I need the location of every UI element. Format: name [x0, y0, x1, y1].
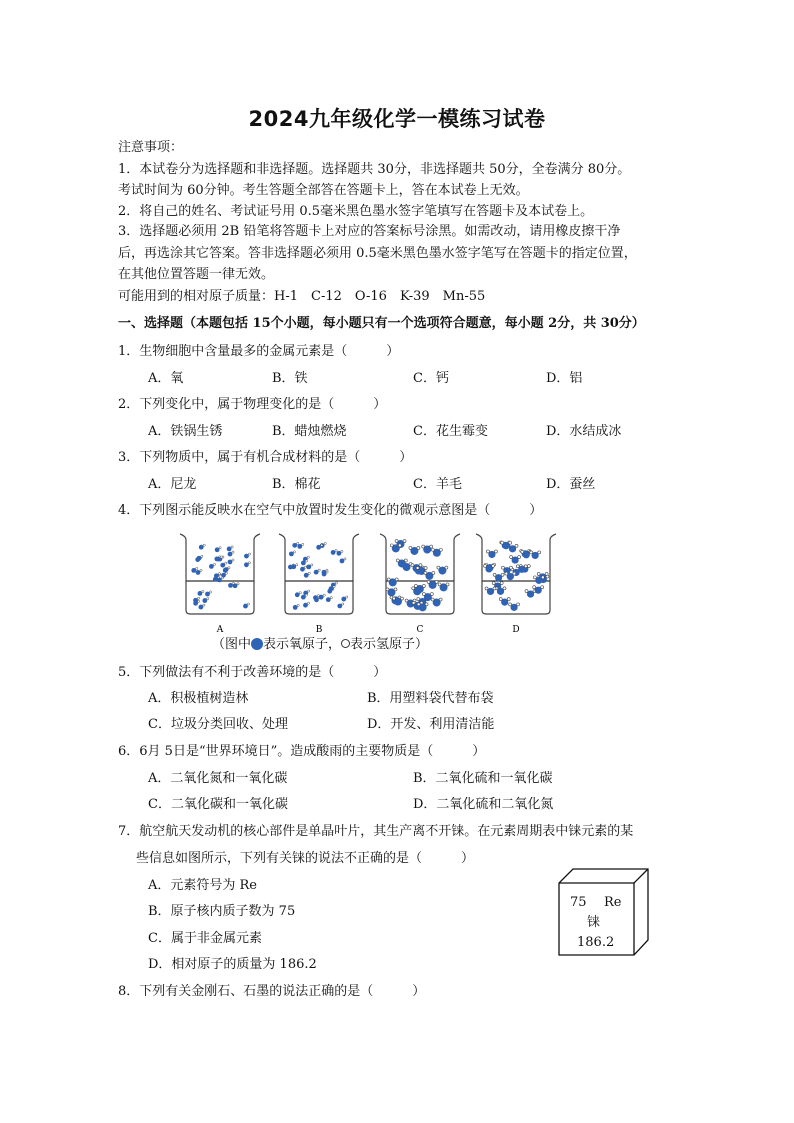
hydrogen-atom — [335, 582, 337, 584]
oxygen-atom — [199, 545, 204, 550]
q7-stem-line-1: 7．航空航天发动机的核心部件是单晶叶片，其生产离不开铼。在元素周期表中铼元素的某 — [118, 824, 634, 839]
q4-caption-hydrogen: 表示氢原子） — [350, 637, 429, 652]
oxygen-atom — [227, 547, 232, 552]
element-symbol: Re — [604, 895, 622, 910]
notes-line-6: 在其他位置答题一律无效。 — [118, 267, 275, 282]
hydrogen-atom — [203, 544, 205, 546]
hydrogen-atom — [424, 566, 427, 569]
q4-caption-oxygen: 表示氧原子， — [263, 637, 342, 652]
oxygen-atom — [202, 598, 207, 603]
hydrogen-atom — [493, 587, 496, 590]
hydrogen-atom — [341, 550, 343, 552]
oxygen-atom — [340, 559, 345, 564]
hydrogen-atom — [326, 571, 328, 573]
q5-option-a: A．积极植树造林 — [148, 691, 249, 706]
oxygen-atom — [326, 597, 331, 602]
hydrogen-atom — [530, 551, 533, 554]
hydrogen-atom — [545, 572, 548, 575]
hydrogen-atom — [218, 573, 220, 575]
hydrogen-atom — [533, 586, 536, 589]
hydrogen-atom — [533, 576, 536, 579]
q3-option-a: A．尼龙 — [148, 477, 197, 492]
hydrogen-atom — [307, 556, 309, 558]
oxygen-atom — [243, 604, 248, 609]
hydrogen-atom — [394, 588, 397, 591]
oxygen-atom — [209, 564, 214, 569]
element-atomic-number: 75 — [570, 895, 587, 910]
q2-option-b: B．蜡烛燃烧 — [272, 424, 347, 439]
hydrogen-atom — [305, 594, 307, 596]
hydrogen-atom — [417, 603, 420, 606]
hydrogen-atom — [228, 567, 230, 569]
oxygen-atom — [220, 563, 225, 568]
q3-option-d: D．蚕丝 — [546, 477, 596, 492]
hydrogen-atom — [396, 559, 399, 562]
q7-option-a: A．元素符号为 Re — [148, 878, 258, 893]
notes-heading: 注意事项： — [118, 140, 184, 155]
hydrogen-atom — [432, 571, 435, 574]
hydrogen-atom — [422, 584, 425, 587]
hydrogen-atom — [400, 597, 403, 600]
oxygen-atom — [215, 547, 220, 552]
hydrogen-atom — [304, 566, 306, 568]
oxygen-atom — [301, 595, 306, 600]
oxygen-atom — [293, 605, 298, 610]
hydrogen-atom-icon — [341, 639, 350, 648]
oxygen-atom — [300, 567, 305, 572]
oxygen-atom — [228, 583, 233, 588]
hydrogen-atom — [541, 576, 544, 579]
hydrogen-atom — [237, 583, 239, 585]
q2-stem: 2．下列变化中，属于物理变化的是（ ） — [118, 397, 387, 412]
notes-line-5: 后，再选涂其它答案。答非选择题必须用 0.5毫米黑色墨水签字笔写在答题卡的指定位置， — [118, 246, 637, 261]
hydrogen-atom — [509, 566, 512, 569]
hydrogen-atom — [387, 578, 390, 581]
hydrogen-atom — [411, 564, 414, 567]
oxygen-atom — [228, 552, 233, 557]
hydrogen-atom — [196, 567, 198, 569]
hydrogen-atom — [198, 600, 200, 602]
hydrogen-atom — [386, 588, 389, 591]
q7-option-d: D．相对原子的质量为 186.2 — [148, 957, 317, 972]
hydrogen-atom — [302, 543, 304, 545]
hydrogen-atom — [318, 569, 320, 571]
q6-option-a: A．二氧化氮和一氧化碳 — [148, 771, 288, 786]
hydrogen-atom — [446, 583, 449, 586]
oxygen-atom — [301, 561, 306, 566]
hydrogen-atom — [200, 569, 202, 571]
oxygen-atom — [216, 557, 221, 562]
q4-label-c: C — [416, 625, 424, 635]
hydrogen-atom — [207, 597, 209, 599]
hydrogen-atom — [311, 564, 313, 566]
hydrogen-atom — [505, 572, 508, 575]
page-title: 2024九年级化学一模练习试卷 — [248, 107, 546, 131]
hydrogen-atom — [439, 598, 442, 601]
oxygen-atom — [244, 562, 249, 567]
hydrogen-atom — [296, 564, 298, 566]
oxygen-atom — [304, 573, 309, 578]
hydrogen-atom — [515, 544, 518, 547]
hydrogen-atom — [307, 602, 309, 604]
q2-option-a: A．铁锅生锈 — [148, 424, 223, 439]
oxygen-atom — [193, 601, 198, 606]
hydrogen-atom — [219, 547, 221, 549]
q4-caption — [212, 637, 428, 653]
oxygen-atom — [224, 567, 229, 572]
hydrogen-atom — [509, 541, 512, 544]
hydrogen-atom — [308, 590, 310, 592]
oxygen-atom — [214, 573, 219, 578]
hydrogen-atom — [330, 597, 332, 599]
hydrogen-atom — [510, 556, 513, 559]
hydrogen-atom — [225, 562, 227, 564]
hydrogen-atom — [499, 598, 502, 601]
hydrogen-atom — [201, 555, 203, 557]
hydrogen-atom — [437, 566, 440, 569]
hydrogen-atom — [527, 565, 530, 568]
oxygen-atom — [297, 544, 302, 549]
oxygen-atom — [316, 545, 321, 550]
oxygen-atom — [295, 592, 300, 597]
hydrogen-atom — [541, 586, 544, 589]
hydrogen-atom — [203, 604, 205, 606]
q4-label-b: B — [315, 625, 323, 635]
hydrogen-atom — [395, 540, 398, 543]
hydrogen-atom — [518, 556, 521, 559]
oxygen-atom — [198, 591, 203, 596]
hydrogen-atom — [517, 603, 520, 606]
q6-option-b: B．二氧化硫和一氧化碳 — [413, 771, 553, 786]
hydrogen-atom — [231, 546, 233, 548]
element-atomic-mass: 186.2 — [577, 935, 615, 950]
hydrogen-atom — [409, 546, 412, 549]
hydrogen-atom — [507, 598, 510, 601]
hydrogen-atom — [492, 582, 495, 585]
hydrogen-atom — [220, 556, 222, 558]
oxygen-atom — [196, 570, 201, 575]
q1-option-b: B．铁 — [272, 371, 308, 386]
hydrogen-atom — [232, 551, 234, 553]
q1-stem: 1．生物细胞中含量最多的金属元素是（ ） — [118, 344, 400, 359]
hydrogen-atom — [435, 580, 438, 583]
hydrogen-atom — [424, 571, 427, 574]
hydrogen-atom — [405, 599, 408, 602]
hydrogen-atom — [342, 603, 344, 605]
hydrogen-atom — [501, 541, 504, 544]
oxygen-atom — [191, 568, 196, 573]
element-name: 铼 — [587, 915, 601, 930]
oxygen-atom — [314, 570, 319, 575]
hydrogen-atom — [500, 582, 503, 585]
hydrogen-atom — [404, 559, 407, 562]
hydrogen-atom — [484, 564, 487, 567]
oxygen-atom-icon — [251, 638, 263, 650]
hydrogen-atom — [416, 566, 419, 569]
oxygen-atom — [337, 604, 342, 609]
hydrogen-atom — [202, 590, 204, 592]
section-heading: 一、选择题（本题包括 15个小题，每小题只有一个选项符合题意，每小题 2分，共 30分） — [118, 316, 645, 331]
hydrogen-atom — [419, 564, 422, 567]
q4-label-d: D — [512, 625, 520, 635]
hydrogen-atom — [509, 603, 512, 606]
hydrogen-atom — [346, 596, 348, 598]
hydrogen-atom — [213, 563, 215, 565]
hydrogen-atom — [209, 591, 211, 593]
oxygen-atom — [196, 556, 201, 561]
hydrogen-atom — [232, 582, 234, 584]
hydrogen-atom — [537, 572, 540, 575]
hydrogen-atom — [427, 580, 430, 583]
hydrogen-atom — [439, 548, 442, 551]
hydrogen-atom — [412, 601, 415, 604]
hydrogen-atom — [417, 546, 420, 549]
q4-caption-prefix: （图中 — [212, 637, 252, 652]
hydrogen-atom — [445, 566, 448, 569]
hydrogen-atom — [417, 597, 420, 600]
hydrogen-atom — [412, 587, 415, 590]
oxygen-atom — [291, 564, 296, 569]
hydrogen-atom — [501, 566, 504, 569]
notes-line-2: 考试时间为 60分钟。考生答题全部答在答题卡上，答在本试卷上无效。 — [118, 183, 529, 198]
hydrogen-atom — [431, 548, 434, 551]
q7-option-b: B．原子核内质子数为 75 — [148, 904, 296, 919]
hydrogen-atom — [308, 572, 310, 574]
hydrogen-atom — [293, 551, 295, 553]
hydrogen-atom — [248, 553, 250, 555]
atomic-masses: 可能用到的相对原子质量：H-1 C-12 O-16 K-39 Mn-55 — [118, 289, 486, 304]
q7-option-c: C．属于非金属元素 — [148, 931, 262, 946]
q5-stem: 5．下列做法有不利于改善环境的是（ ） — [118, 665, 387, 680]
oxygen-atom — [337, 551, 342, 556]
hydrogen-atom — [438, 583, 441, 586]
notes-line-4: 3．选择题必须用 2B 铅笔将答题卡上对应的答案标号涂黑。如需改动，请用橡皮擦干净 — [118, 224, 621, 239]
hydrogen-atom — [390, 544, 393, 547]
hydrogen-atom — [305, 560, 307, 562]
oxygen-atom — [198, 605, 203, 610]
hydrogen-atom — [492, 564, 495, 567]
q1-option-c: C．钙 — [413, 371, 449, 386]
hydrogen-atom — [403, 540, 406, 543]
hydrogen-atom — [344, 558, 346, 560]
hydrogen-atom — [299, 592, 301, 594]
hydrogen-atom — [503, 587, 506, 590]
oxygen-atom — [314, 597, 319, 602]
q5-option-c: C．垃圾分类回收、处理 — [148, 717, 288, 732]
hydrogen-atom — [501, 573, 504, 576]
oxygen-atom — [341, 597, 346, 602]
q4-stem: 4．下列图示能反映水在空气中放置时发生变化的微观示意图是（ ） — [118, 503, 543, 518]
notes-line-1: 1．本试卷分为选择题和非选择题。选择题共 30分，非选择题共 50分，全卷满分 80分。 — [118, 162, 631, 177]
hydrogen-atom — [521, 550, 524, 553]
q3-option-c: C．羊毛 — [413, 477, 462, 492]
hydrogen-atom — [248, 562, 250, 564]
oxygen-atom — [292, 543, 297, 548]
q4-beakers-figure — [170, 524, 570, 639]
hydrogen-atom — [485, 587, 488, 590]
hydrogen-atom — [335, 549, 337, 551]
hydrogen-atom — [323, 594, 325, 596]
oxygen-atom — [205, 592, 210, 597]
q3-stem: 3．下列物质中，属于有机合成材料的是（ ） — [118, 450, 413, 465]
oxygen-atom — [228, 560, 233, 565]
q3-option-b: B．棉花 — [272, 477, 321, 492]
hydrogen-atom — [232, 559, 234, 561]
hydrogen-atom — [297, 604, 299, 606]
hydrogen-atom — [430, 545, 433, 548]
oxygen-atom — [322, 572, 327, 577]
oxygen-atom — [306, 564, 311, 569]
q6-option-d: D．二氧化硫和二氧化氮 — [413, 797, 554, 812]
oxygen-atom — [244, 554, 249, 559]
hydrogen-atom — [422, 545, 425, 548]
hydrogen-atom — [247, 603, 249, 605]
hydrogen-atom — [422, 593, 425, 596]
oxygen-atom — [289, 551, 294, 556]
hydrogen-atom — [524, 565, 527, 568]
hydrogen-atom — [297, 542, 299, 544]
hydrogen-atom — [324, 542, 326, 544]
hydrogen-atom — [392, 597, 395, 600]
q6-stem: 6．6月 5日是“世界环境日”。造成酸雨的主要物质是（ ） — [118, 744, 486, 759]
hydrogen-atom — [398, 544, 401, 547]
hydrogen-atom — [431, 598, 434, 601]
hydrogen-atom — [538, 551, 541, 554]
hydrogen-atom — [321, 544, 323, 546]
q1-option-d: D．铝 — [546, 371, 583, 386]
q6-option-c: C．二氧化碳和一氧化碳 — [148, 797, 288, 812]
q5-option-b: B．用塑料袋代替布袋 — [367, 691, 494, 706]
q2-option-c: C．花生霉变 — [413, 424, 488, 439]
hydrogen-atom — [513, 572, 516, 575]
oxygen-atom — [319, 595, 324, 600]
q5-option-d: D．开发、利用清洁能 — [367, 717, 495, 732]
hydrogen-atom — [197, 597, 199, 599]
hydrogen-atom — [425, 603, 428, 606]
hydrogen-atom — [486, 550, 489, 553]
hydrogen-atom — [414, 584, 417, 587]
hydrogen-atom — [493, 573, 496, 576]
q8-stem: 8．下列有关金刚石、石墨的说法正确的是（ ） — [118, 984, 426, 999]
hydrogen-atom — [494, 550, 497, 553]
oxygen-atom — [329, 586, 334, 591]
hydrogen-atom — [516, 565, 519, 568]
q2-option-d: D．水结成冰 — [546, 424, 622, 439]
hydrogen-atom — [525, 590, 528, 593]
q7-stem-line-2: 些信息如图所示，下列有关铼的说法不正确的是（ ） — [136, 851, 475, 866]
hydrogen-atom — [333, 586, 335, 588]
oxygen-atom — [303, 603, 308, 608]
q4-label-a: A — [216, 625, 224, 635]
hydrogen-atom — [225, 572, 227, 574]
hydrogen-atom — [395, 578, 398, 581]
oxygen-atom — [221, 573, 226, 578]
notes-line-3: 2．将自己的姓名、考试证号用 0.5毫米黑色墨水签字笔填写在答题卡及本试卷上。 — [118, 204, 594, 219]
q1-option-a: A．氧 — [148, 371, 184, 386]
oxygen-atom — [331, 550, 336, 555]
hydrogen-atom — [430, 593, 433, 596]
